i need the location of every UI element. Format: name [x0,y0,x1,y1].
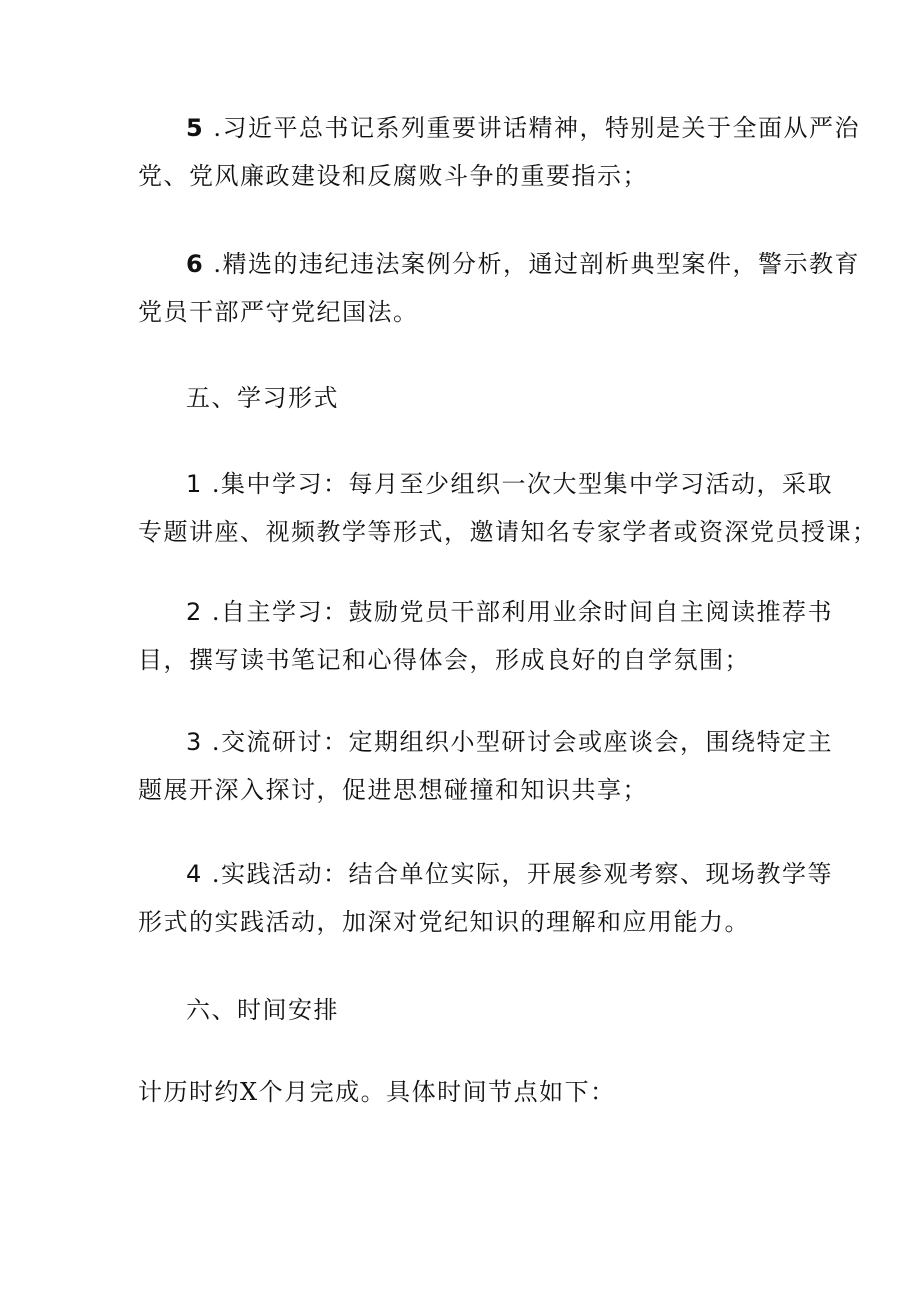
form-3-number: 3 [186,728,203,756]
item-5-number: 5 [186,114,205,142]
form-2-line-1 [186,596,833,628]
form-1-number: 1 [186,470,203,498]
item-5-text-1: .习近平总书记系列重要讲话精神，特别是关于全面从严治 [204,114,860,142]
form-1-text-1: .集中学习：每月至少组织一次大型集中学习活动，采取 [202,470,834,498]
form-1-line-1 [186,468,833,500]
section-6-heading: 六、时间安排 [186,996,339,1024]
item-6-line-2: 党员干部严守党纪国法。 [138,298,419,326]
form-4-line-2: 形式的实践活动，加深对党纪知识的理解和应用能力。 [138,908,750,936]
form-2-number: 2 [186,598,203,626]
section-5-heading: 五、学习形式 [186,384,339,412]
form-2-line-2: 目，撰写读书笔记和心得体会，形成良好的自学氛围； [138,646,750,674]
item-6-line-1 [186,248,860,280]
form-1-line-2: 专题讲座、视频教学等形式，邀请知名专家学者或资深党员授课； [138,518,878,546]
form-4-line-1 [186,858,833,890]
form-3-line-1 [186,726,833,758]
item-5-line-2: 党、党风廉政建设和反腐败斗争的重要指示； [138,162,648,190]
form-3-text-1: .交流研讨：定期组织小型研讨会或座谈会，围绕特定主 [202,728,834,756]
item-6-text-1: .精选的违纪违法案例分析，通过剖析典型案件，警示教育 [204,250,860,278]
form-4-number: 4 [186,860,203,888]
form-4-text-1: .实践活动：结合单位实际，开展参观考察、现场教学等 [202,860,834,888]
item-6-number: 6 [186,250,205,278]
form-2-text-1: .自主学习：鼓励党员干部利用业余时间自主阅读推荐书 [202,598,834,626]
item-5-line-1 [186,112,860,144]
schedule-text: 计历时约X个月完成。具体时间节点如下： [138,1078,616,1106]
form-3-line-2: 题展开深入探讨，促进思想碰撞和知识共享； [138,776,648,804]
